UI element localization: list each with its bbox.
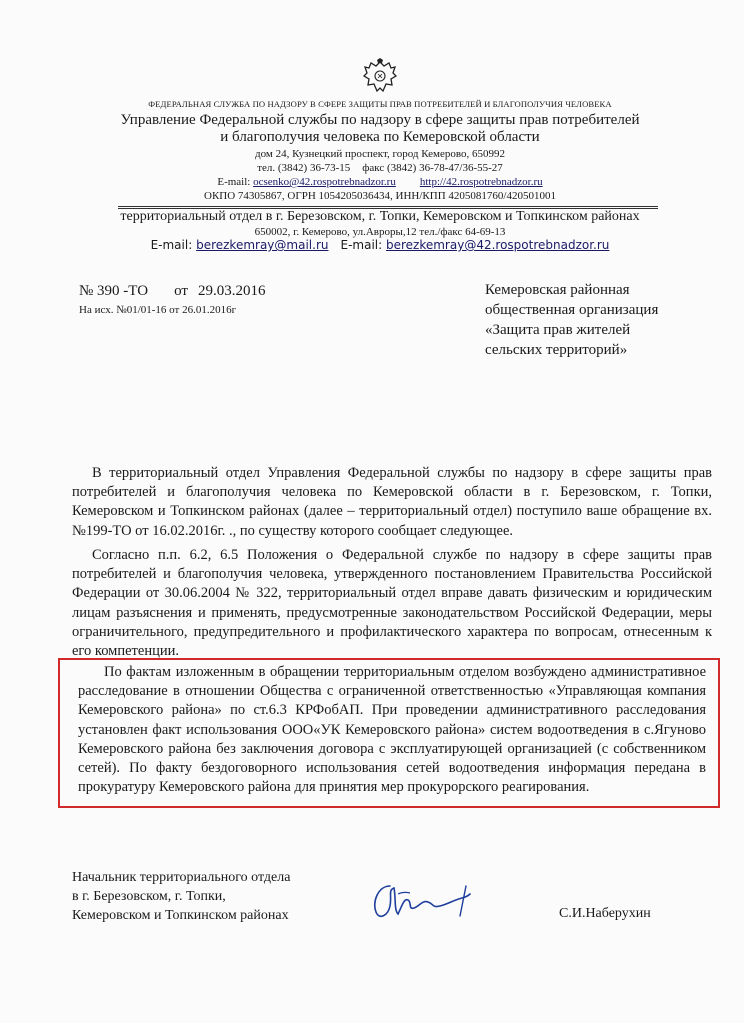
- department-emails: [0, 238, 744, 252]
- body-paragraph-1-text: В территориальный отдел Управления Федеральной службы по надзору в сфере защиты прав потребителей и благополучия человека по Кемеровской области в г. Березовском, г. Топки, Кемеровском и Топкинском районах (далее – территориальный отдел) поступило ваше обращение вх.№199-ТО от 16.02.2016г. ., по существу которого сообщает следующее.: [72, 465, 712, 539]
- department-email1-link[interactable]: berezkemray@mail.ru: [196, 238, 329, 252]
- agency-directorate-name: Управление Федеральной службы по надзору в сфере защиты прав потребителей: [120, 112, 640, 128]
- agency-federal-name: ФЕДЕРАЛЬНАЯ СЛУЖБА ПО НАДЗОРУ В СФЕРЕ ЗАЩИТЫ ПРАВ ПОТРЕБИТЕЛЕЙ И БЛАГОПОЛУЧИЯ ЧЕЛОВЕКА: [148, 99, 612, 109]
- agency-website-link[interactable]: http://42.rospotrebnadzor.ru: [419, 176, 543, 188]
- agency-phone-line: [0, 162, 744, 174]
- agency-region-name: и благополучия человека по Кемеровской области: [220, 129, 540, 145]
- outgoing-number: № 390 -ТО: [79, 283, 149, 299]
- signatory-name: С.И.Наберухин: [559, 906, 651, 921]
- agency-contacts-line: [0, 176, 744, 188]
- department-email2-link[interactable]: berezkemray@42.rospotrebnadzor.ru: [385, 238, 610, 252]
- agency-fax: факс (3842) 36-78-47/36-55-27: [362, 162, 503, 174]
- department-title: территориальный отдел в г. Березовском, г. Топки, Кемеровском и Топкинском районах: [120, 209, 640, 224]
- agency-phone: тел. (3842) 36-73-15: [257, 162, 351, 174]
- outgoing-registration: [79, 283, 265, 300]
- body-paragraph-2: [72, 546, 712, 661]
- body-paragraph-2-text: Согласно п.п. 6.2, 6.5 Положения о Федеральной службе по надзору в сфере защиты прав потребителей и благополучия человека, утвержденного постановлением Правительства Российской Федерации от 30.06.2004 № 322, территориальный отдел вправе давать физическим и юридическим лицам разъяснения и применять, предусмотренные законодательством Российской Федерации, меры ограничительного, предупредительного и профилактического характера по вопросам, отнесенным к его компетенции.: [72, 547, 712, 660]
- department-address: 650002, г. Кемерово, ул.Авроры,12 тел./факс 64-69-13: [254, 226, 506, 238]
- outgoing-date-label: от: [174, 283, 188, 299]
- agency-address: дом 24, Кузнецкий проспект, город Кемерово, 650992: [255, 148, 505, 160]
- addressee-line: сельских территорий»: [485, 342, 628, 358]
- signatory-position-line: Начальник территориального отдела: [72, 870, 291, 885]
- agency-email-label: E-mail:: [217, 176, 251, 188]
- addressee-line: общественная организация: [485, 302, 659, 318]
- outgoing-date: 29.03.2016: [197, 283, 266, 299]
- body-paragraph-3: [78, 663, 706, 797]
- reply-reference: На исх. №01/01-16 от 26.01.2016г: [79, 304, 237, 316]
- addressee-block: [485, 280, 658, 360]
- signatory-position-line: в г. Березовском, г. Топки,: [72, 889, 226, 904]
- department-email1-label: E-mail:: [150, 238, 193, 252]
- body-paragraph-3-text: По фактам изложенным в обращении территориальным отделом возбуждено административное расследование в отношении Общества с ограниченной ответственностью «Управляющая компания Кемеровского района» по ст.6.3 КРФобАП. При проведении административного расследования установлен факт использования ООО«УК Кемеровского района» систем водоотведения в с.Ягуново Кемеровского района без заключения договора с эксплуатирующей организацией (с собственником сетей). По факту бездоговорного использования сетей водоотведения информация передана в прокуратуру Кемеровского района для принятия мер прокурорского реагирования.: [78, 664, 706, 796]
- header-divider: [118, 206, 658, 207]
- coat-of-arms-icon: [362, 58, 398, 96]
- department-email2-label: E-mail:: [340, 238, 383, 252]
- agency-registration-codes: ОКПО 74305867, ОГРН 1054205036434, ИНН/КПП 4205081760/420501001: [204, 190, 556, 202]
- body-paragraph-1: [72, 464, 712, 541]
- addressee-line: Кемеровская районная: [485, 282, 630, 298]
- signatory-position-line: Кемеровском и Топкинском районах: [72, 908, 289, 923]
- handwritten-signature: [368, 876, 478, 922]
- agency-email-link[interactable]: ocsenko@42.rospotrebnadzor.ru: [253, 176, 396, 188]
- signatory-position: [72, 868, 290, 925]
- addressee-line: «Защита прав жителей: [485, 322, 631, 338]
